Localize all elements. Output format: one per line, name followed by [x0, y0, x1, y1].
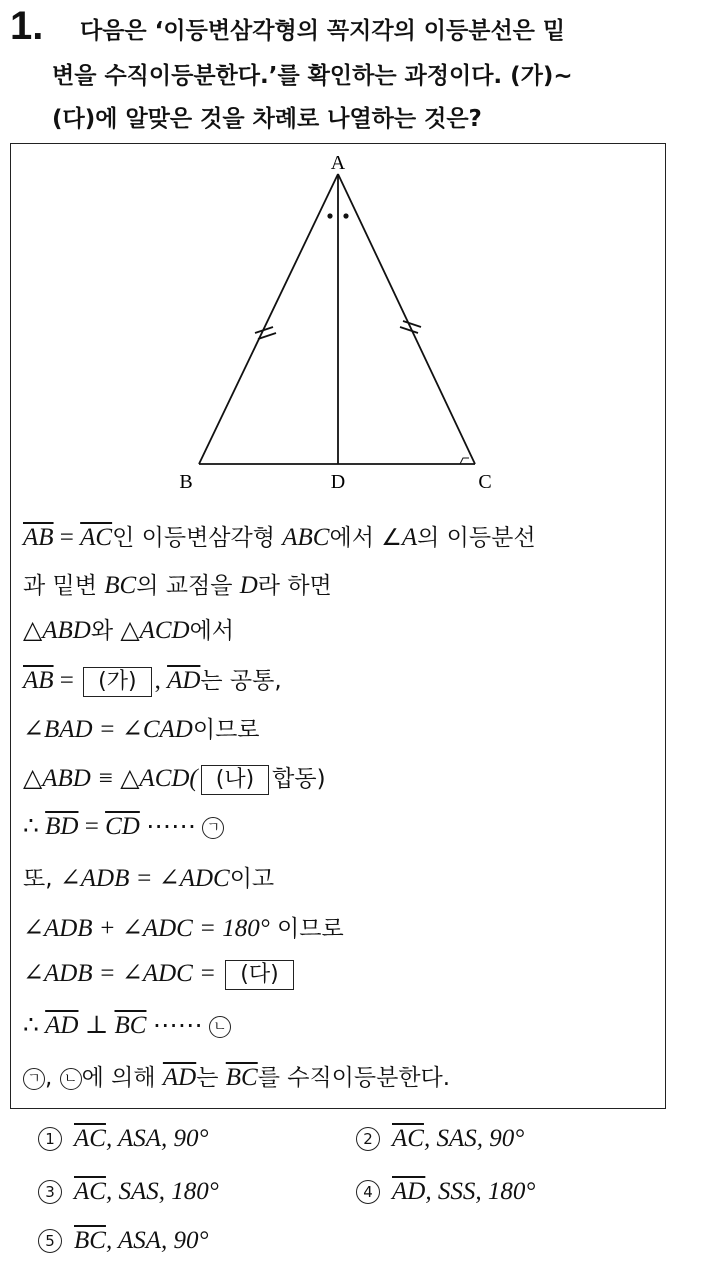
circle-mark-4: ㄴ	[60, 1068, 82, 1090]
blank-ga: (가)	[83, 667, 151, 697]
proof-line-4: $\overline{AB}$ = (가) , $\overline{AD}$는 공통,	[23, 662, 282, 697]
question-number: 1.	[10, 4, 44, 48]
question-text-line-2: 변을 수직이등분한다.’를 확인하는 과정이다. (가)~	[52, 63, 573, 89]
circle-mark-2: ㄴ	[209, 1016, 231, 1038]
side-ac	[338, 174, 475, 464]
proof-line-2: 과 밑변 BC의 교점을 D라 하면	[23, 572, 332, 599]
circle-mark-1: ㄱ	[202, 817, 224, 839]
proof-line-6: △ABD ≡ △ACD( (나) 합동)	[23, 760, 326, 795]
question-text-line-1: 다음은 ‘이등변삼각형의 꼭지각의 이등분선은 밑	[80, 18, 566, 44]
proof-line-1: $\overline{AB} = \overline{AC}$인 이등변삼각형 ABC에서 ∠A의 이등분선	[23, 524, 536, 551]
label-b: B	[179, 471, 193, 493]
circle-mark-3: ㄱ	[23, 1068, 45, 1090]
label-d: D	[330, 471, 346, 493]
option-number: 1	[38, 1127, 62, 1151]
option-3[interactable]: 3 $\overline{AC}$, SAS, 180°	[38, 1177, 219, 1206]
angle-mark-left	[327, 213, 332, 218]
tick-ac-1	[400, 327, 418, 333]
proof-line-9: ∠ADB + ∠ADC = 180° 이므로	[23, 915, 344, 942]
option-number: 3	[38, 1180, 62, 1204]
proof-line-7: ∴ $\overline{BD} = \overline{CD}$ ⋯⋯ ㄱ	[23, 811, 224, 841]
option-4[interactable]: 4 $\overline{AD}$, SSS, 180°	[356, 1177, 535, 1206]
proof-line-10: ∠ADB = ∠ADC = (다)	[23, 958, 297, 990]
label-a: A	[330, 152, 346, 174]
option-2[interactable]: 2 $\overline{AC}$, SAS, 90°	[356, 1124, 524, 1153]
option-number: 4	[356, 1180, 380, 1204]
option-number: 5	[38, 1229, 62, 1253]
side-ab	[199, 174, 338, 464]
tick-ac-2	[403, 321, 421, 327]
blank-da: (다)	[225, 960, 293, 990]
blank-na: (나)	[201, 765, 269, 795]
triangle-figure	[11, 144, 665, 494]
angle-mark-right	[343, 213, 348, 218]
label-c: C	[478, 471, 492, 493]
option-5[interactable]: 5 $\overline{BC}$, ASA, 90°	[38, 1226, 209, 1255]
question-text-line-3: (다)에 알맞은 것을 차례로 나열하는 것은?	[52, 106, 482, 132]
option-1[interactable]: 1 $\overline{AC}$, ASA, 90°	[38, 1124, 209, 1153]
proof-line-3: △ABD와 △ACD에서	[23, 617, 235, 644]
proof-line-12: ㄱ , ㄴ 에 의해 $\overline{AD}$는 $\overline{BC}$를 수직이등분한다.	[23, 1059, 450, 1092]
proof-line-8: 또, ∠ADB = ∠ADC이고	[23, 865, 275, 892]
proof-box	[10, 143, 666, 1109]
proof-line-5: ∠BAD = ∠CAD이므로	[23, 716, 260, 743]
proof-line-11: ∴ $\overline{AD}$ ⊥ $\overline{BC}$ ⋯⋯ ㄴ	[23, 1010, 231, 1040]
option-number: 2	[356, 1127, 380, 1151]
